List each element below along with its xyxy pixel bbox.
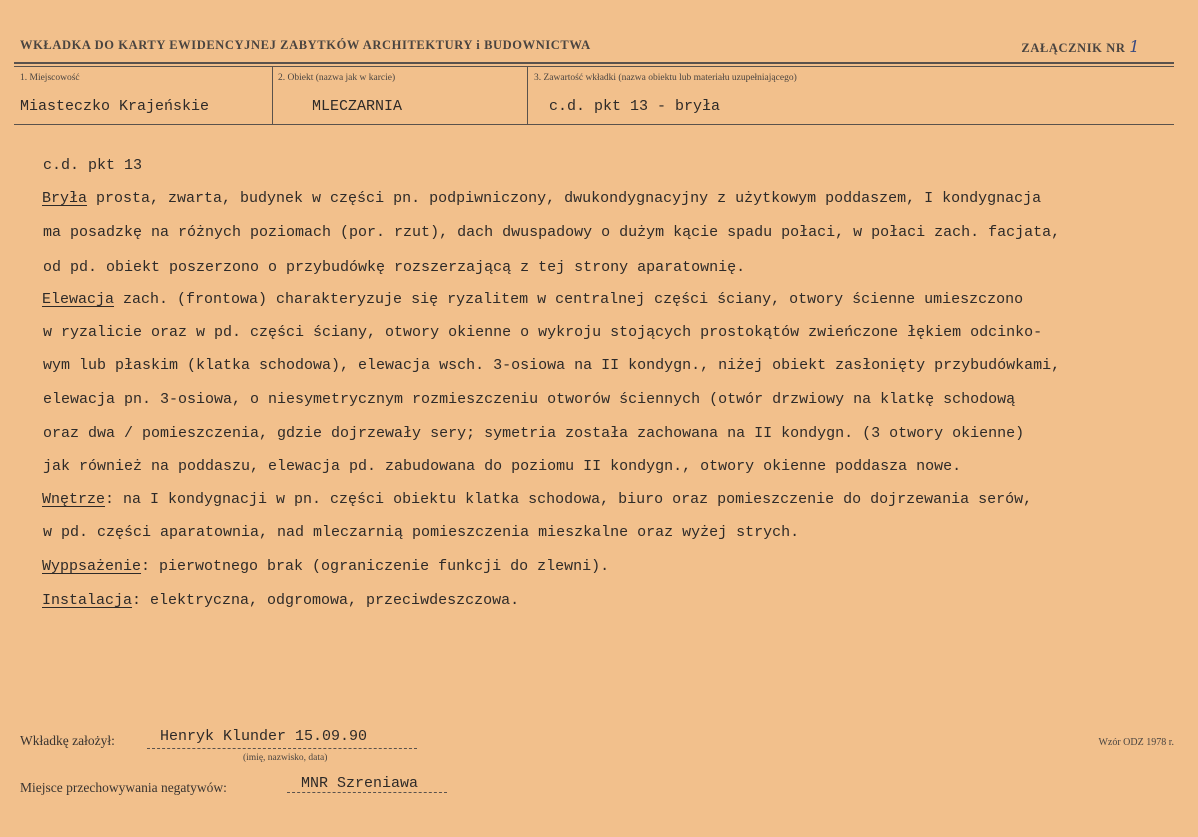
body-line: jak również na poddaszu, elewacja pd. zabudowana do poziomu II kondygn., otwory okienne poddasza nowe.: [43, 458, 962, 475]
field-value-object: MLECZARNIA: [312, 98, 403, 115]
form-title: WKŁADKA DO KARTY EWIDENCYJNEJ ZABYTKÓW ARCHITEKTURY i BUDOWNICTWA: [20, 38, 591, 52]
field-divider-2: [527, 67, 528, 125]
body-line: w pd. części aparatownia, nad mleczarnią pomieszczenia mieszkalne oraz wyżej strych.: [43, 524, 800, 541]
storage-label: Miejsce przechowywania negatywów:: [20, 780, 227, 795]
body-line: elewacja pn. 3-osiowa, o niesymetrycznym rozmieszczeniu otworów ściennych (otwór drzwiowy na klatkę schodową: [43, 391, 1016, 408]
attachment-label: ZAŁĄCZNIK NR: [1021, 41, 1126, 55]
header-rule-thick: [14, 62, 1174, 64]
field-divider-1: [272, 67, 273, 125]
author-line: [147, 748, 417, 749]
storage-line: [287, 792, 447, 793]
body-line: wym lub płaskim (klatka schodowa), elewacja wsch. 3-osiowa na II kondygn., niżej obiekt zasłonięty przybudówkami,: [43, 357, 1061, 374]
field-label-object: 2. Obiekt (nazwa jak w karcie): [278, 73, 396, 83]
body-line: Elewacja zach. (frontowa) charakteryzuje się ryzalitem w centralnej części ściany, otwory ścienne umieszczono: [42, 291, 1024, 308]
body-line: w ryzalicie oraz w pd. części ściany, otwory okienne o wykroju stojących prostokątów zwieńczone łękiem odcinko-: [43, 324, 1043, 341]
body-line: Bryła prosta, zwarta, budynek w części pn. podpiwniczony, dwukondygnacyjny z użytkowym poddaszem, I kondygnacja: [42, 190, 1042, 207]
field-value-content: c.d. pkt 13 - bryła: [549, 98, 721, 115]
header-rule-thin: [14, 66, 1174, 67]
body-line: Wnętrze: na I kondygnacji w pn. części obiektu klatka schodowa, biuro oraz pomieszczenie do dojrzewania serów,: [42, 491, 1033, 508]
body-line: oraz dwa / pomieszczenia, gdzie dojrzewały sery; symetria została zachowana na II kondygn. (3 otwory okienne): [43, 425, 1025, 442]
field-label-content: 3. Zawartość wkładki (nazwa obiektu lub materiału uzupełniającego): [534, 73, 797, 83]
fields-bottom-rule: [14, 124, 1174, 125]
author-note: (imię, nazwisko, data): [243, 753, 328, 763]
body-line: Wyppsażenie: pierwotnego brak (ograniczenie funkcji do zlewni).: [42, 558, 610, 575]
body-line: od pd. obiekt poszerzono o przybudówkę rozszerzającą z tej strony aparatownię.: [43, 259, 746, 276]
storage-value: MNR Szreniawa: [301, 775, 419, 792]
field-label-locality: 1. Miejscowość: [20, 73, 80, 83]
attachment-number-value: 1: [1129, 37, 1140, 56]
form-code: Wzór ODZ 1978 r.: [1098, 737, 1174, 748]
attachment-number: [1021, 37, 1140, 56]
author-label: Wkładkę założył:: [20, 733, 115, 748]
body-line: c.d. pkt 13: [43, 157, 143, 174]
body-line: ma posadzkę na różnych poziomach (por. rzut), dach dwuspadowy o dużym kącie spadu połaci, w połaci zach. facjata,: [43, 224, 1061, 241]
field-value-locality: Miasteczko Krajeńskie: [20, 98, 210, 115]
body-line: Instalacja: elektryczna, odgromowa, przeciwdeszczowa.: [42, 592, 520, 609]
author-value: Henryk Klunder 15.09.90: [160, 728, 368, 745]
